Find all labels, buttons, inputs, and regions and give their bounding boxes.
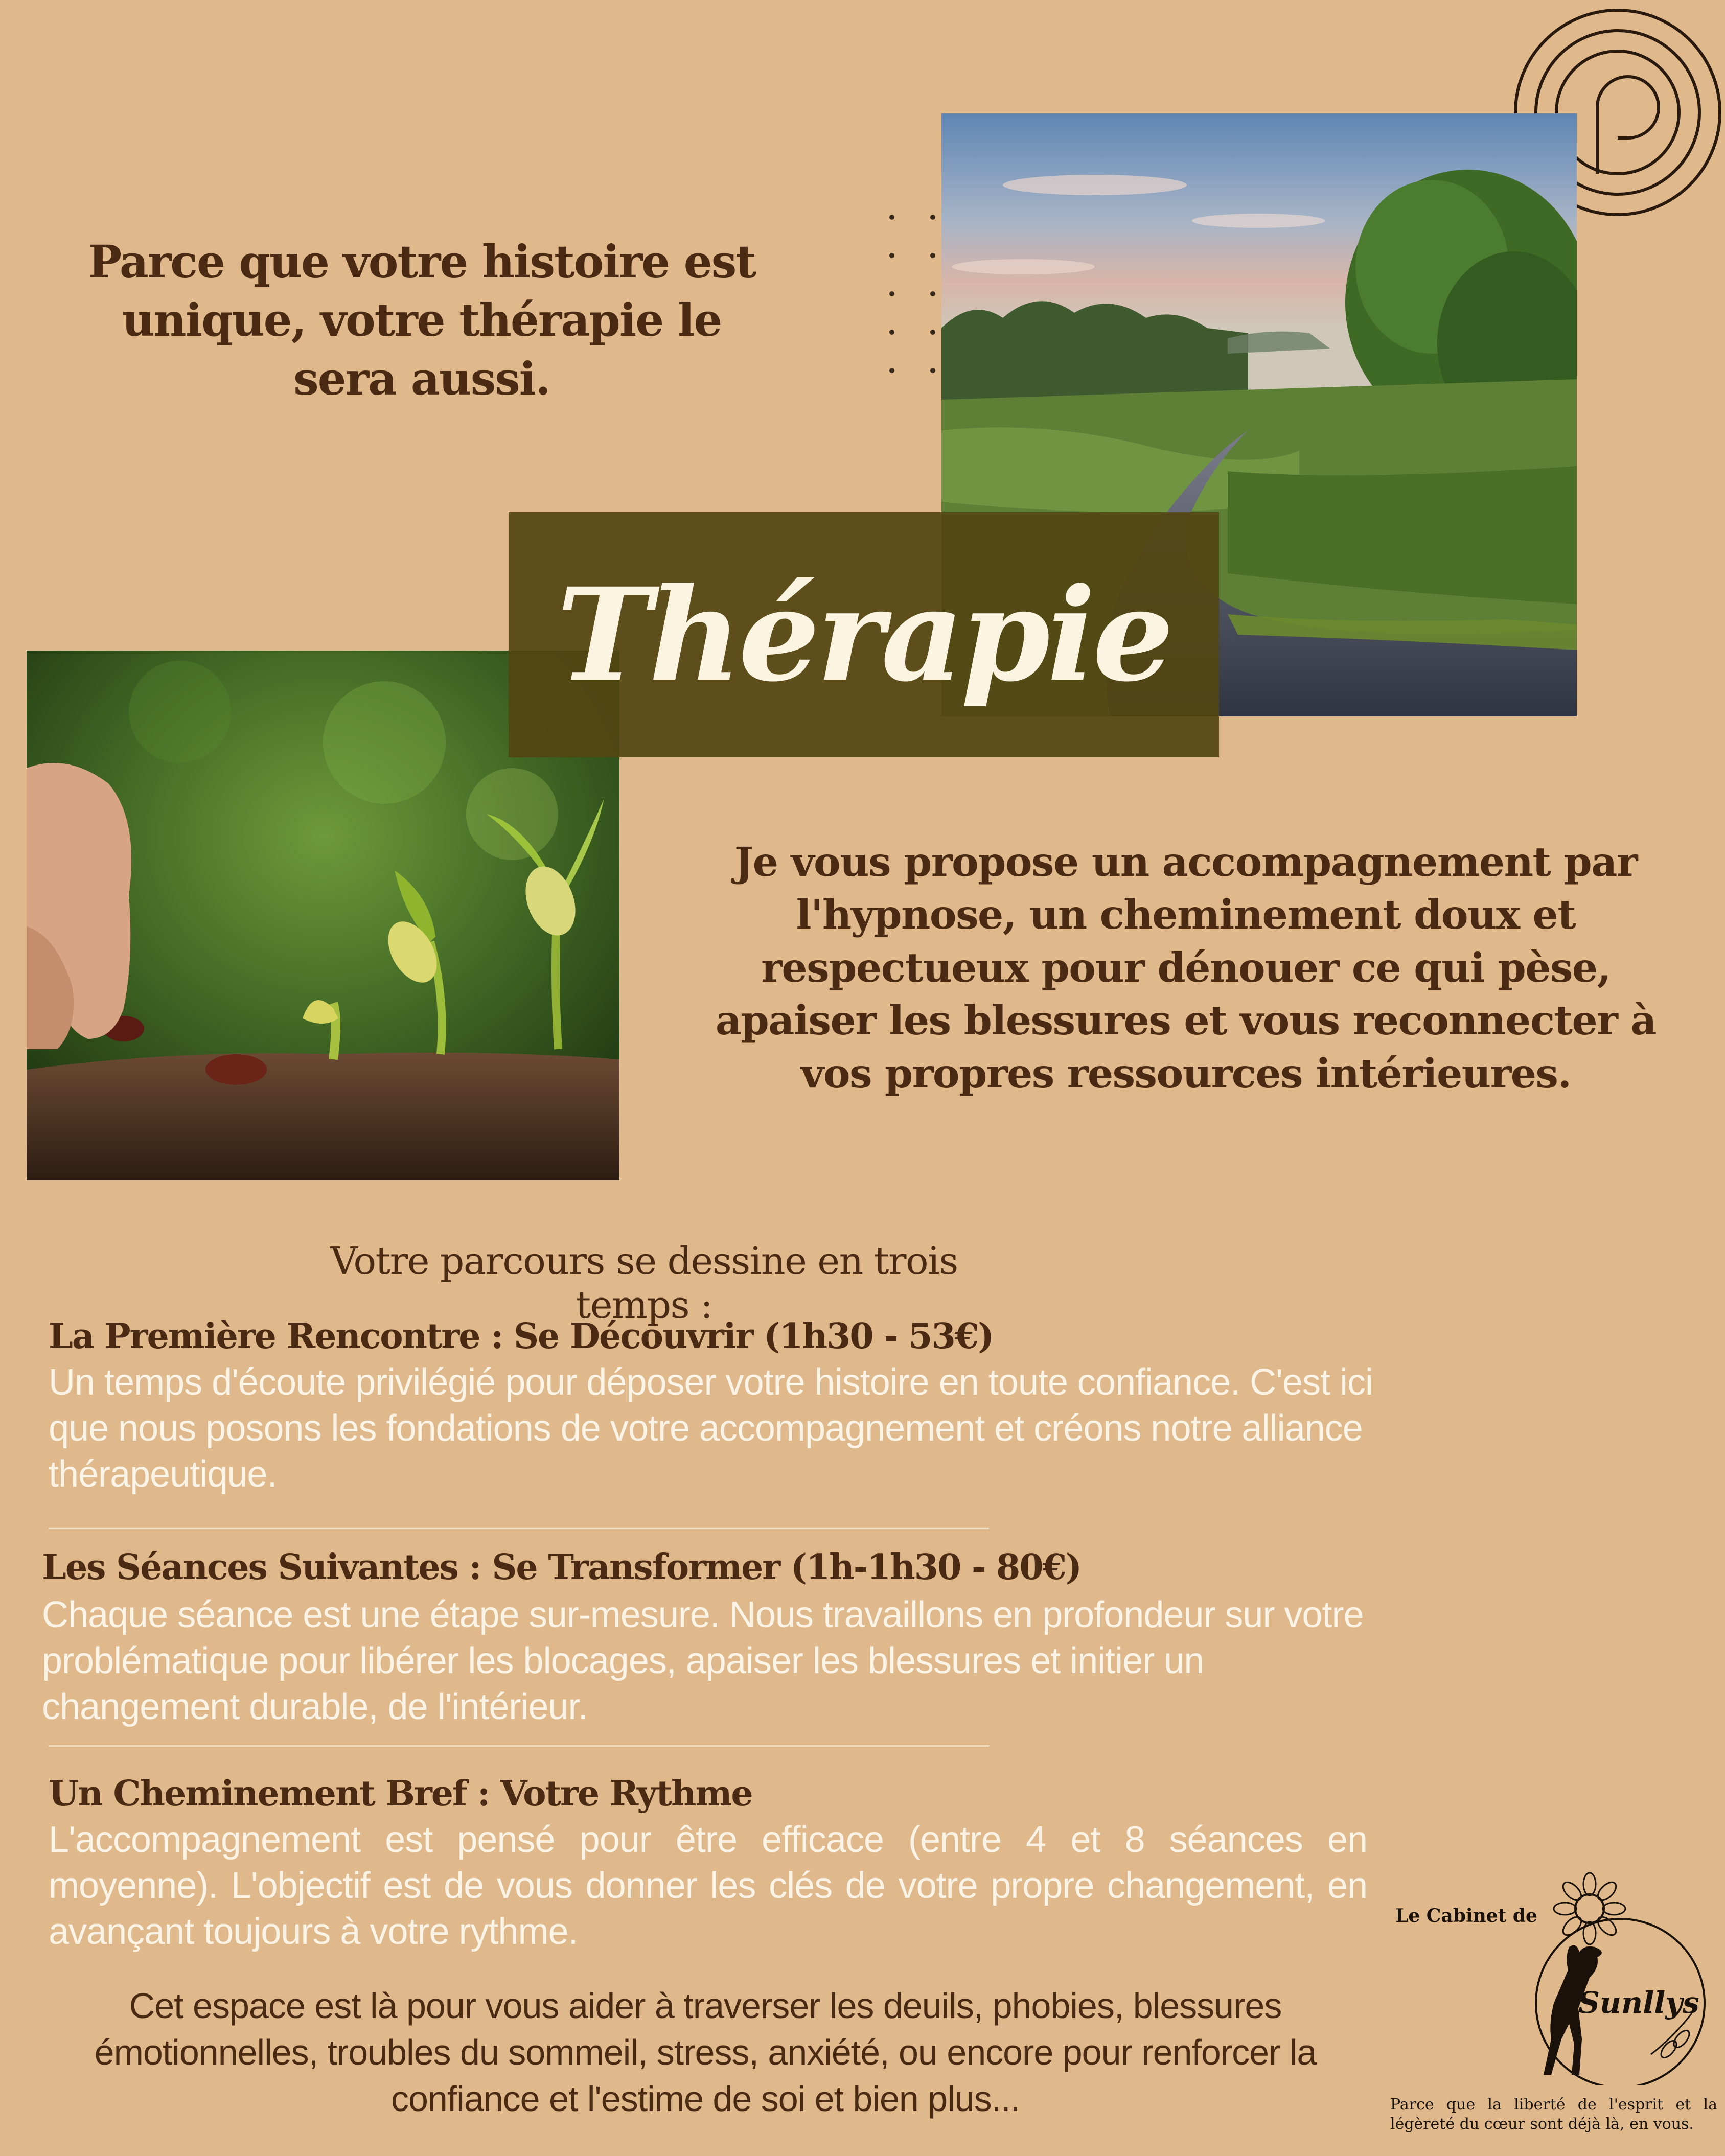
step-body-first-meeting: Un temps d'écoute privilégié pour déposer votre histoire en toute confiance. C'est ici que nous posons les fondations de votre accompagnement et créons notre alliance thérapeutique. xyxy=(49,1362,1373,1495)
section-divider xyxy=(49,1745,989,1747)
step-body-next-sessions: Chaque séance est une étape sur-mesure. Nous travaillons en profondeur sur votre problématique pour libérer les blocages, apaiser les blessures et initier un changement durable, de l'intérieur. xyxy=(42,1594,1364,1727)
step-title-brief-path: Un Cheminement Bref : Votre Rythme xyxy=(49,1773,752,1814)
intro-paragraph: Je vous propose un accompagnement par l'hypnose, un cheminement doux et respectueux pour dénouer ce qui pèse, apaiser les blessures et vous reconnecter à vos propres ressources intérieures. xyxy=(715,838,1657,1097)
step-title-first-meeting: La Première Rencontre : Se Découvrir (1h30 - 53€) xyxy=(49,1316,994,1357)
tagline: Parce que votre histoire est unique, votre thérapie le sera aussi. xyxy=(88,235,755,405)
closing-paragraph: Cet espace est là pour vous aider à traverser les deuils, phobies, blessures émotionnelles, troubles du sommeil, stress, anxiété, ou encore pour renforcer la confiance et l'estime de soi et bien plus... xyxy=(94,1986,1317,2119)
brand-name: Sunllys xyxy=(1578,1985,1699,2020)
title-banner xyxy=(509,512,1219,757)
sunllys-logo-icon xyxy=(1375,1870,1722,2085)
brand-tagline: Parce que la liberté de l'esprit et la légèreté du cœur sont déjà là, en vous. xyxy=(1390,2096,1717,2133)
section-divider xyxy=(49,1528,989,1529)
brand-prefix: Le Cabinet de xyxy=(1395,1905,1537,1927)
step-body-brief-path: L'accompagnement est pensé pour être efficace (entre 4 et 8 séances en moyenne). L'objectif est de vous donner les clés de votre propre changement, en avançant toujours à votre rythme. xyxy=(49,1819,1367,1952)
page-title: Thérapie xyxy=(557,560,1171,710)
step-title-next-sessions: Les Séances Suivantes : Se Transformer (1h-1h30 - 80€) xyxy=(42,1547,1082,1588)
parcours-heading: Votre parcours se dessine en trois temps : xyxy=(330,1239,958,1327)
